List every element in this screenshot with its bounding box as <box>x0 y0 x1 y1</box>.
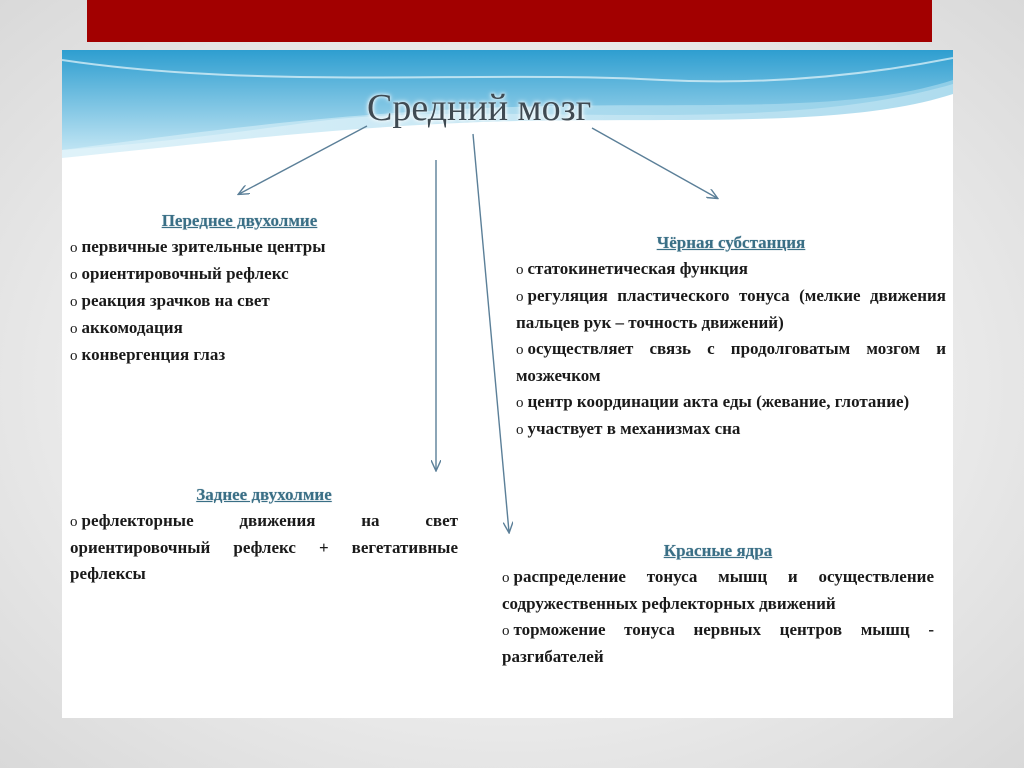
anterior-list <box>70 234 409 369</box>
bullet-icon: o <box>70 348 78 364</box>
bullet-icon: o <box>70 514 78 530</box>
list-item: o реакция зрачков на свет <box>70 291 270 310</box>
posterior-block <box>70 482 458 587</box>
bullet-icon: o <box>70 321 78 337</box>
substantia-nigra-block <box>516 230 946 443</box>
bullet-icon: o <box>516 395 524 411</box>
arrow-to-red-nuclei <box>473 134 509 532</box>
slide <box>62 50 953 718</box>
list-item: o участвует в механизмах сна <box>516 419 741 438</box>
posterior-list <box>70 508 458 587</box>
bullet-icon: o <box>516 289 524 305</box>
substantia-nigra-list <box>516 256 946 443</box>
list-item: o статокинетическая функция <box>516 259 748 278</box>
list-item: o регуляция пластического тонуса (мелкие движения пальцев рук – точность движений) <box>516 286 946 332</box>
bullet-icon: o <box>516 422 524 438</box>
bullet-icon: o <box>516 262 524 278</box>
substantia-nigra-heading: Чёрная субстанция <box>656 233 806 252</box>
list-item: o торможение тонуса нервных центров мышц - разгибателей <box>502 620 934 666</box>
bullet-icon: o <box>502 570 510 586</box>
list-item: o рефлекторные движения на свет ориентировочный рефлекс + вегетативные рефлексы <box>70 511 458 583</box>
bullet-icon: o <box>70 240 78 256</box>
bullet-icon: o <box>516 342 524 358</box>
list-item: o ориентировочный рефлекс <box>70 264 289 283</box>
list-item: o первичные зрительные центры <box>70 237 326 256</box>
top-banner <box>87 0 932 42</box>
red-nuclei-heading: Красные ядра <box>663 541 773 560</box>
list-item: o осуществляет связь с продолговатым мозгом и мозжечком <box>516 339 946 385</box>
list-item: o центр координации акта еды (жевание, глотание) <box>516 392 910 411</box>
arrow-to-substantia-nigra <box>592 128 717 198</box>
red-nuclei-block <box>502 538 934 670</box>
anterior-block <box>70 208 409 369</box>
anterior-heading: Переднее двухолмие <box>161 211 318 230</box>
arrow-to-anterior <box>239 126 367 194</box>
list-item: o конвергенция глаз <box>70 345 226 364</box>
list-item: o распределение тонуса мышц и осуществление содружественных рефлекторных движений <box>502 567 934 613</box>
bullet-icon: o <box>70 267 78 283</box>
diagram-title: Средний мозг <box>367 87 592 129</box>
bullet-icon: o <box>70 294 78 310</box>
bullet-icon: o <box>502 623 510 639</box>
posterior-heading: Заднее двухолмие <box>196 485 332 504</box>
list-item: o аккомодация <box>70 318 183 337</box>
red-nuclei-list <box>502 564 934 670</box>
